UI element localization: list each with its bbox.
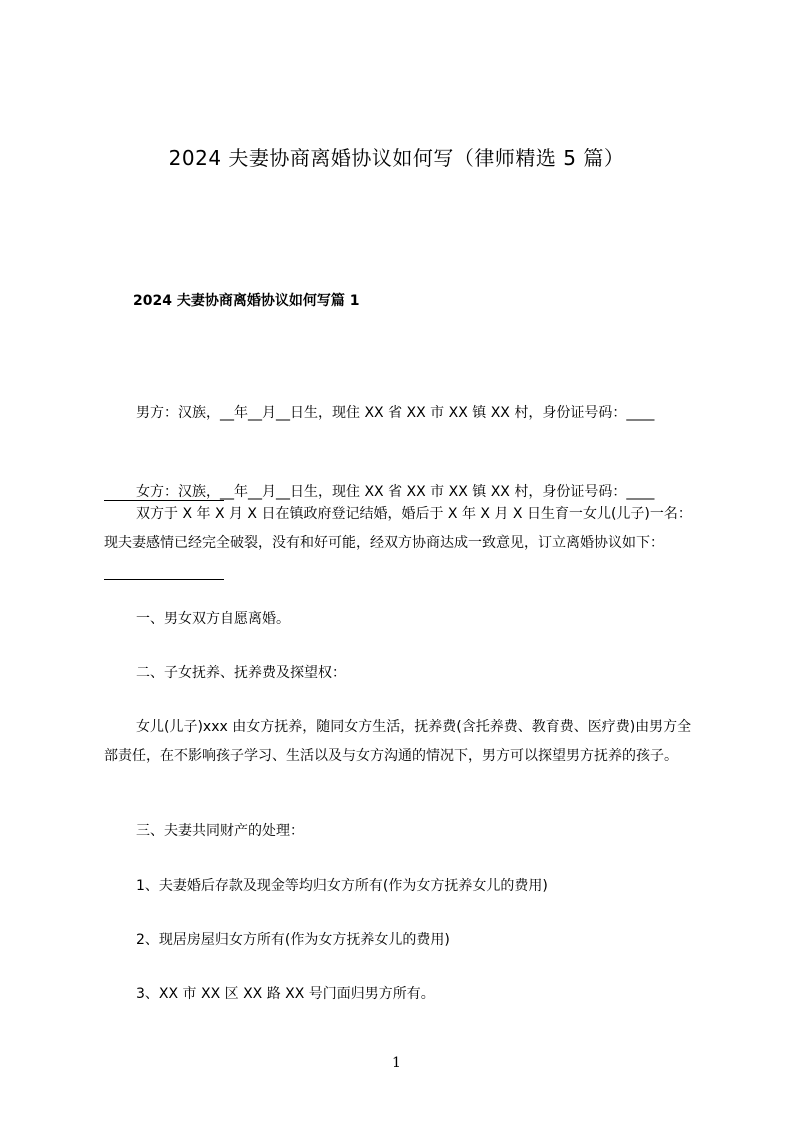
document-title: 2024 夫妻协商离婚协议如何写（律师精选 5 篇） [168, 146, 625, 170]
clause-2-body: 女儿(儿子)xxx 由女方抚养，随同女方生活，抚养费(含托养费、教育费、医疗费)由男方全部责任，在不影响孩子学习、生活以及与女方沟通的情况下，男方可以探望男方抚养的孩子。 [104, 719, 692, 764]
clause-3-heading: 三、夫妻共同财产的处理： [136, 823, 304, 839]
section-title: 2024 夫妻协商离婚协议如何写篇 1 [133, 293, 360, 309]
blank-underline [104, 579, 224, 580]
clause-1: 一、男女双方自愿离婚。 [136, 611, 290, 627]
property-item-2: 2、现居房屋归女方所有(作为女方抚养女儿的费用) [136, 932, 450, 948]
page-number: 1 [392, 1055, 401, 1071]
property-item-1: 1、夫妻婚后存款及现金等均归女方所有(作为女方抚养女儿的费用) [136, 878, 548, 894]
intro-paragraph: 双方于 X 年 X 月 X 日在镇政府登记结婚，婚后于 X 年 X 月 X 日生育一女儿(儿子)一名：现夫妻感情已经完全破裂，没有和好可能，经双方协商达成一致意见，订立离婚协议如下： [104, 506, 692, 551]
property-item-3: 3、XX 市 XX 区 XX 路 XX 号门面归男方所有。 [136, 986, 435, 1002]
male-party-text: 男方：汉族，__年__月__日生，现住 XX 省 XX 市 XX 镇 XX 村，身份证号码：____ [136, 405, 655, 421]
female-party-text: 女方：汉族，__年__月__日生，现住 XX 省 XX 市 XX 镇 XX 村，身份证号码：____ [136, 484, 655, 500]
clause-2-heading: 二、子女抚养、抚养费及探望权： [136, 665, 346, 681]
